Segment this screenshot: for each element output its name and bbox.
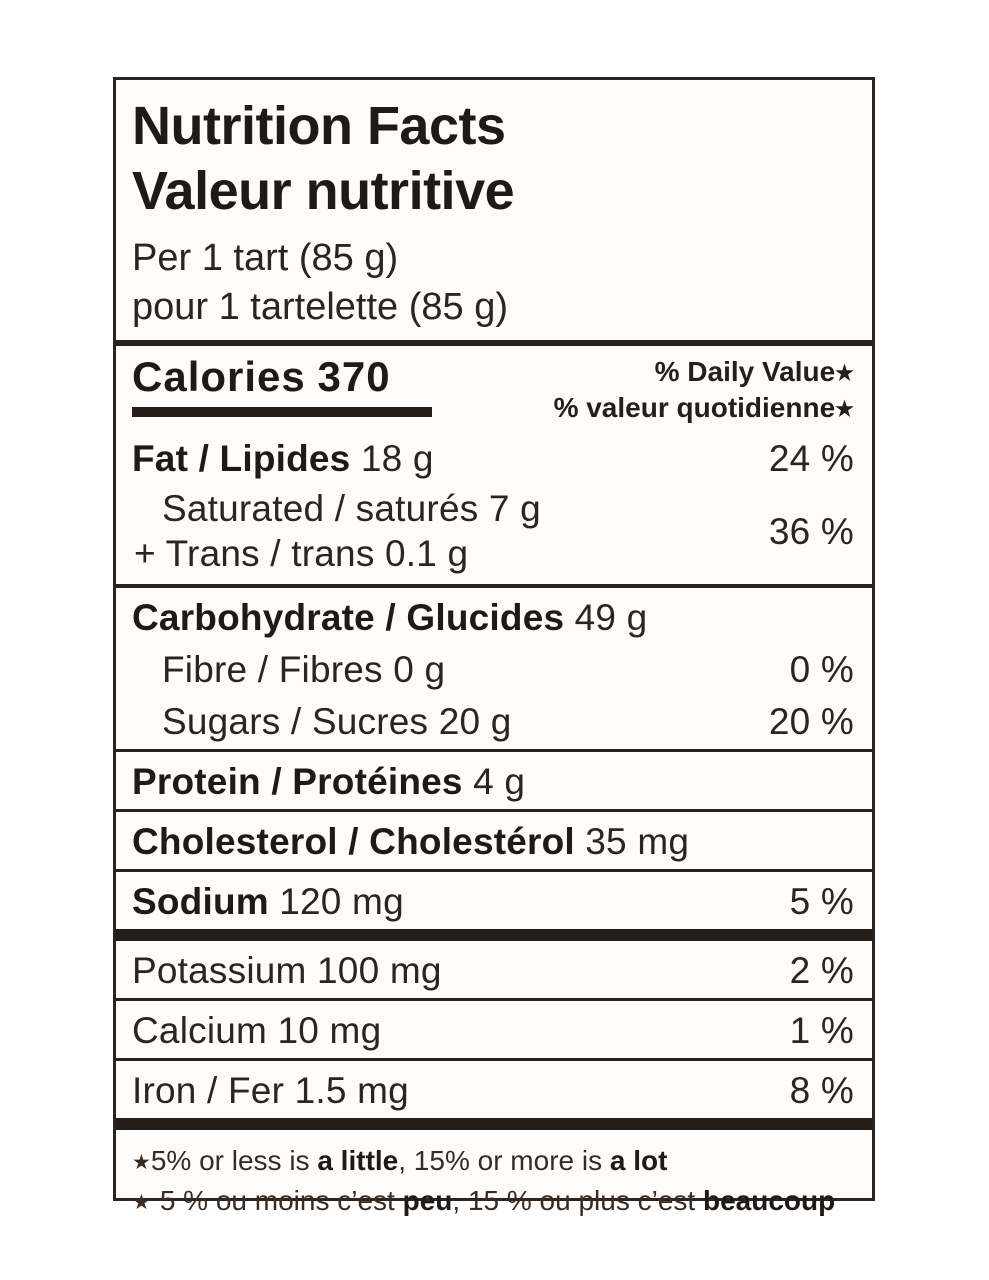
serving-size-french: pour 1 tartelette (85 g) [132,286,508,328]
footnote-fr-peu: peu [402,1185,453,1216]
fat-amount: 18 g [360,438,434,479]
row-iron [116,1061,872,1118]
fibre-label: Fibre / Fibres 0 g [162,649,446,690]
calcium-daily-value: 1 % [789,1010,854,1051]
sodium-name: Sodium [132,881,269,922]
carbohydrate-label [132,595,647,640]
row-carbohydrate [116,588,872,645]
serving-size-english: Per 1 tart (85 g) [132,237,399,279]
footnote-fr-text-mid: , 15 % ou plus c’est [452,1185,703,1216]
saturated-trans-daily-value: 36 % [768,510,854,552]
sodium-amount: 120 mg [279,881,404,922]
daily-value-header-french [554,391,854,427]
footnote-french [132,1182,854,1222]
sodium-label [132,879,404,924]
row-fibre [116,645,872,697]
separator-sodium-potassium-thick [116,929,872,941]
calories-value: 370 [317,353,391,400]
footnote-en-a-lot: a lot [609,1145,668,1176]
cholesterol-name: Cholesterol / Cholestérol [132,821,575,862]
calories-underline-bar [132,407,432,417]
asterisk-icon: ★ [132,1151,151,1174]
protein-name: Protein / Protéines [132,761,463,802]
calories-label: Calories [132,353,306,400]
daily-value-text-en: % Daily Value [654,356,836,387]
fat-name: Fat / Lipides [132,438,351,479]
cholesterol-amount: 35 mg [585,821,690,862]
footnotes [116,1130,872,1228]
calories-block [132,352,432,417]
protein-label [132,759,525,804]
footnote-fr-beaucoup: beaucoup [702,1185,836,1216]
row-saturated-trans [116,486,872,584]
iron-daily-value: 8 % [789,1070,854,1111]
asterisk-icon: ★ [835,362,854,385]
carbohydrate-amount: 49 g [574,597,648,638]
potassium-label: Potassium 100 mg [132,950,442,991]
calcium-label: Calcium 10 mg [132,1010,382,1051]
fat-label [132,436,434,481]
sugars-label: Sugars / Sucres 20 g [162,701,512,742]
protein-amount: 4 g [473,761,526,802]
calories-section [116,346,872,429]
sodium-daily-value: 5 % [789,881,854,922]
fibre-daily-value: 0 % [789,649,854,690]
potassium-daily-value: 2 % [789,950,854,991]
footnote-en-text: 5% or less is [150,1145,318,1176]
row-sugars [116,697,872,749]
nutrition-label [113,77,875,1216]
cholesterol-label [132,819,689,864]
title-french: Valeur nutritive [132,161,515,221]
title-english: Nutrition Facts [132,96,506,156]
fat-daily-value: 24 % [768,438,854,479]
row-calcium [116,1001,872,1058]
footnote-english [132,1142,854,1182]
footnote-en-text-mid: , 15% or more is [398,1145,610,1176]
sugars-daily-value: 20 % [768,701,854,742]
footnote-en-a-little: a little [317,1145,399,1176]
row-potassium [116,941,872,998]
row-sodium [116,872,872,929]
calories-text [132,352,432,402]
label-header [116,80,872,332]
daily-value-header [554,352,854,427]
row-fat [116,429,872,486]
row-protein [116,752,872,809]
asterisk-icon: ★ [132,1191,151,1214]
iron-label: Iron / Fer 1.5 mg [132,1070,409,1111]
saturated-fat-label: Saturated / saturés 7 g [162,488,541,529]
daily-value-text-fr: % valeur quotidienne [553,392,836,423]
separator-footnote-thick [116,1118,872,1130]
trans-fat-label: + Trans / trans 0.1 g [134,533,469,574]
footnote-fr-text: 5 % ou moins c’est [159,1185,403,1216]
saturated-trans-labels [132,486,541,576]
row-cholesterol [116,812,872,869]
daily-value-header-english [554,355,854,391]
carbohydrate-name: Carbohydrate / Glucides [132,597,565,638]
asterisk-icon: ★ [835,398,854,421]
